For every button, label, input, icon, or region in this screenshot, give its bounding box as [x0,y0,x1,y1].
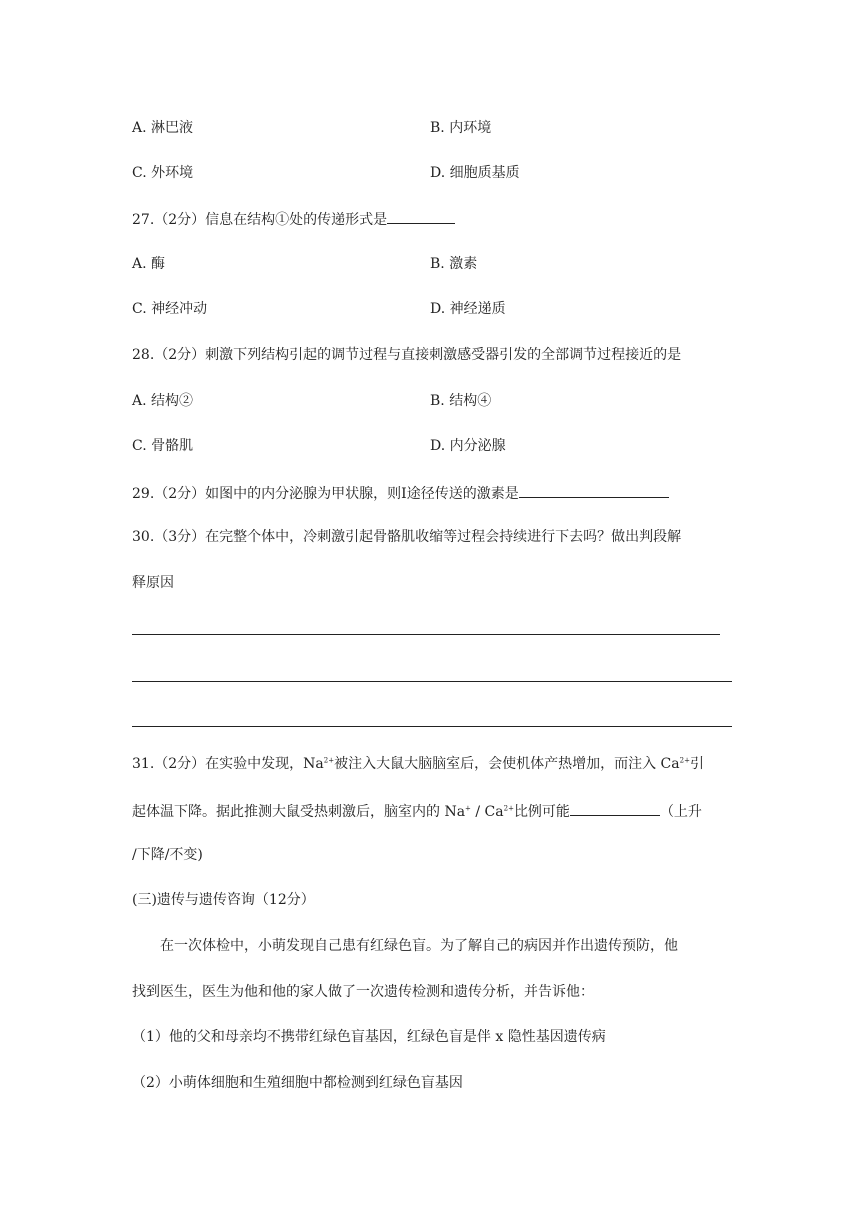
q31-l2-text-c: 比例可能 [513,804,570,820]
section-3-item-2: （2）小萌体细胞和生殖细胞中都检测到红绿色盲基因 [132,1075,463,1091]
q29-answer-blank[interactable] [519,482,669,498]
q31-line-2 [132,800,702,822]
q27-option-d: D. 神经递质 [430,301,506,317]
q31-l2-sup-1: + [465,804,471,813]
q29-stem [132,482,669,504]
q31-l1-text-a: 31.（2分）在实验中发现，Na [132,756,324,772]
q26-option-a: A. 淋巴液 [132,120,194,136]
q31-line-3: /下降/不变) [132,847,203,863]
q28-option-a: A. 结构② [132,393,194,409]
q30-answer-line-2[interactable] [132,681,732,682]
section-3-item-1: （1）他的父和母亲均不携带红绿色盲基因，红绿色盲是伴 x 隐性基因遗传病 [132,1029,606,1045]
q28-stem: 28.（2分）刺激下列结构引起的调节过程与直接刺激感受器引发的全部调节过程接近的是 [132,347,682,363]
q27-stem [132,208,455,230]
q27-answer-blank[interactable] [387,208,455,224]
q31-l1-text-b: 被注入大鼠大脑脑室后，会使机体产热增加，而注入 Ca [334,756,680,772]
q31-l1-text-c: 引 [689,756,704,772]
q26-option-c: C. 外环境 [132,165,194,181]
q28-option-d: D. 内分泌腺 [430,438,506,454]
q29-stem-text: 29.（2分）如图中的内分泌腺为甲状腺，则Ⅰ途径传送的激素是 [132,486,519,502]
q28-option-b: B. 结构④ [430,393,492,409]
section-3-para-line-1: 在一次体检中，小萌发现自己患有红绿色盲。为了解自己的病因并作出遗传预防，他 [160,938,678,954]
section-3-para-line-2: 找到医生，医生为他和他的家人做了一次遗传检测和遗传分析，并告诉他： [132,984,594,1000]
q26-option-d: D. 细胞质基质 [430,165,520,181]
q31-answer-blank[interactable] [570,800,660,816]
q31-l2-text-b: / Ca [470,804,504,820]
q26-option-b: B. 内环境 [430,120,492,136]
q30-answer-line-3[interactable] [132,726,732,727]
q27-option-b: B. 激素 [430,256,478,272]
q30-line-2: 释原因 [132,575,174,591]
q31-l1-sup-1: 2+ [323,756,335,765]
q31-line-1 [132,754,704,774]
q31-l2-text-a: 起体温下降。据此推测大鼠受热刺激后，脑室内的 Na [132,804,466,820]
q31-l1-sup-2: 2+ [679,756,690,765]
q31-l2-text-d: （上升 [659,804,702,820]
q27-option-a: A. 酶 [132,256,166,272]
q31-l2-sup-2: 2+ [503,804,514,813]
section-3-title: (三)遗传与遗传咨询（12分） [132,892,315,908]
q30-answer-line-1[interactable] [132,634,720,635]
q30-line-1: 30.（3分）在完整个体中，冷刺激引起骨骼肌收缩等过程会持续进行下去吗？做出判段解 [132,529,682,545]
q27-stem-text: 27.（2分）信息在结构①处的传递形式是 [132,212,388,228]
q28-option-c: C. 骨骼肌 [132,438,194,454]
q27-option-c: C. 神经冲动 [132,301,208,317]
